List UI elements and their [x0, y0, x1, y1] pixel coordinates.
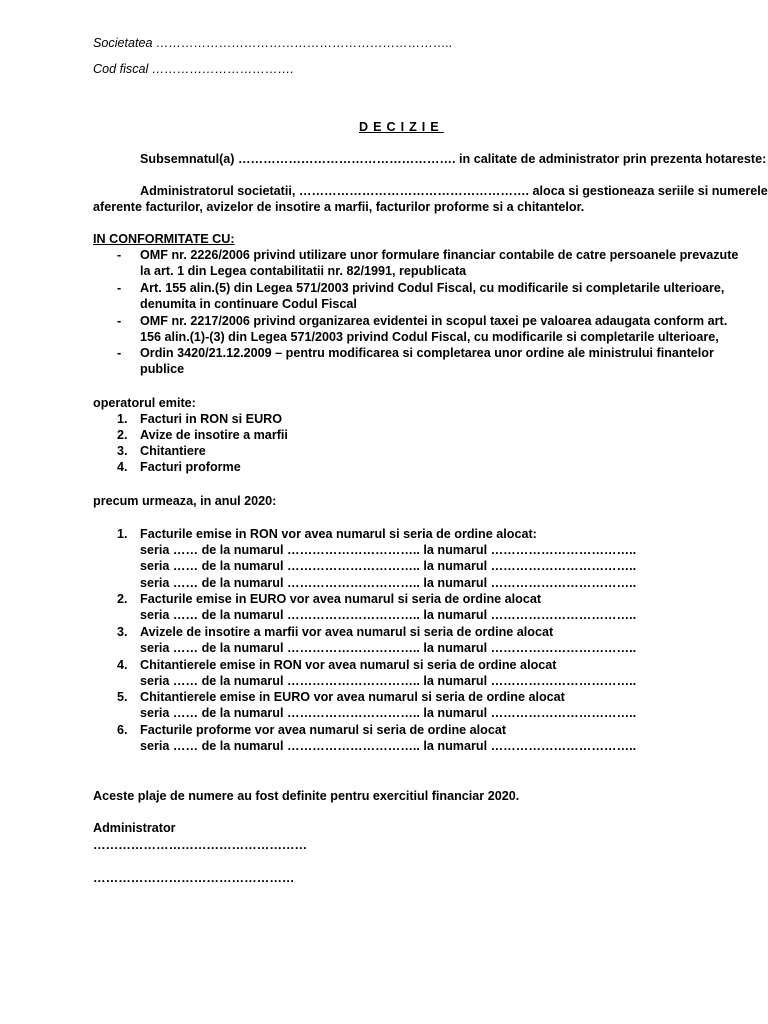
series-heading-rest: emise in EURO vor avea numarul si seria de ordine alocat [192, 592, 542, 606]
list-item-line2: la art. 1 din Legea contabilitatii nr. 82/1991, republicata [140, 264, 467, 278]
list-number: 4. [117, 658, 128, 672]
year-line: precum urmeaza, in anul 2020: [93, 494, 277, 508]
intro-line: Subsemnatul(a) ……………………………………………. in calitate de administrator prin prezenta hotareste: [140, 152, 767, 166]
list-number: 6. [117, 723, 128, 737]
admin-paragraph-line1: Administratorul societatii, ………………………………………………. aloca si gestioneaza seriile si numerele [140, 184, 768, 198]
list-number: 3. [117, 444, 128, 458]
list-item-line1: Art. 155 alin.(5) din Legea 571/2003 privind Codul Fiscal, cu modificarile si completarile ulterioare, [140, 281, 725, 295]
list-number: 2. [117, 592, 128, 606]
series-range-line: seria …… de la numarul ………………………….. la numarul …………………………….. [140, 559, 637, 573]
list-number: 1. [117, 527, 128, 541]
series-range-line: seria …… de la numarul ………………………….. la numarul …………………………….. [140, 739, 637, 753]
list-item-line2: publice [140, 362, 185, 376]
list-number: 1. [117, 412, 128, 426]
list-item-text: Chitantiere [140, 444, 206, 458]
document-title: DECIZIE [359, 120, 444, 134]
series-heading [140, 625, 553, 639]
conformity-heading: IN CONFORMITATE CU: [93, 232, 235, 246]
list-item-line2: 156 alin.(1)-(3) din Legea 571/2003 privind Codul Fiscal, cu modificarile si completarile ulterioare, [140, 330, 719, 344]
signature-line: ………………………………………… [93, 871, 295, 885]
company-line: Societatea …………………………………………………………….. [93, 36, 453, 50]
list-item-text: Avize de insotire a marfii [140, 428, 288, 442]
series-heading-bold: Avizele de insotire a marfii [140, 625, 299, 639]
series-heading-bold: Facturile emise in RON [140, 527, 278, 541]
list-item-text: Facturi in RON si EURO [140, 412, 283, 426]
list-number: 3. [117, 625, 128, 639]
list-number: 4. [117, 460, 128, 474]
series-heading-bold: Chitantierele [140, 690, 217, 704]
series-heading-bold: Chitantierele [140, 658, 217, 672]
series-range-line: seria …… de la numarul ………………………….. la numarul …………………………….. [140, 576, 637, 590]
series-heading [140, 592, 541, 606]
list-item-line1: Ordin 3420/21.12.2009 – pentru modificarea si completarea unor ordine ale ministrului finantelor [140, 346, 714, 360]
series-heading [140, 723, 506, 737]
list-dash: - [117, 281, 122, 295]
series-heading-rest: vor avea numarul si seria de ordine alocat: [277, 527, 537, 541]
admin-paragraph-line2: aferente facturilor, avizelor de insotire a marfii, facturilor proforme si a chitantelor. [93, 200, 585, 214]
list-dash: - [117, 346, 122, 360]
series-range-line: seria …… de la numarul ………………………….. la numarul …………………………….. [140, 641, 637, 655]
fiscal-code-line: Cod fiscal ……………………………. [93, 62, 294, 76]
list-item-line1: OMF nr. 2226/2006 privind utilizare unor formulare financiar contabile de catre persoanele prevazute [140, 248, 739, 262]
series-range-line: seria …… de la numarul ………………………….. la numarul …………………………….. [140, 608, 637, 622]
series-heading-rest: emise in EURO vor avea numarul si seria de ordine alocat [216, 690, 565, 704]
list-item-text: Facturi proforme [140, 460, 241, 474]
list-item-line1: OMF nr. 2217/2006 privind organizarea evidentei in scopul taxei pe valoarea adaugata conform art. [140, 314, 728, 328]
operator-heading: operatorul emite: [93, 396, 196, 410]
financial-year-note: Aceste plaje de numere au fost definite pentru exercitiul financiar 2020. [93, 789, 520, 803]
series-heading [140, 527, 537, 541]
list-dash: - [117, 248, 122, 262]
list-number: 5. [117, 690, 128, 704]
series-heading-rest: vor avea numarul si seria de ordine alocat [251, 723, 507, 737]
series-heading-bold: Facturile proforme [140, 723, 252, 737]
administrator-label: Administrator [93, 821, 176, 835]
series-range-line: seria …… de la numarul ………………………….. la numarul …………………………….. [140, 543, 637, 557]
series-heading-bold: Facturile [140, 592, 193, 606]
list-item-line2: denumita in continuare Codul Fiscal [140, 297, 357, 311]
series-heading [140, 690, 565, 704]
series-heading-rest: emise in RON vor avea numarul si seria de ordine alocat [216, 658, 557, 672]
series-heading [140, 658, 556, 672]
series-heading-rest: vor avea numarul si seria de ordine alocat [298, 625, 554, 639]
series-range-line: seria …… de la numarul ………………………….. la numarul …………………………….. [140, 706, 637, 720]
series-range-line: seria …… de la numarul ………………………….. la numarul …………………………….. [140, 674, 637, 688]
list-dash: - [117, 314, 122, 328]
list-number: 2. [117, 428, 128, 442]
signature-line: …………………………………………… [93, 838, 308, 852]
